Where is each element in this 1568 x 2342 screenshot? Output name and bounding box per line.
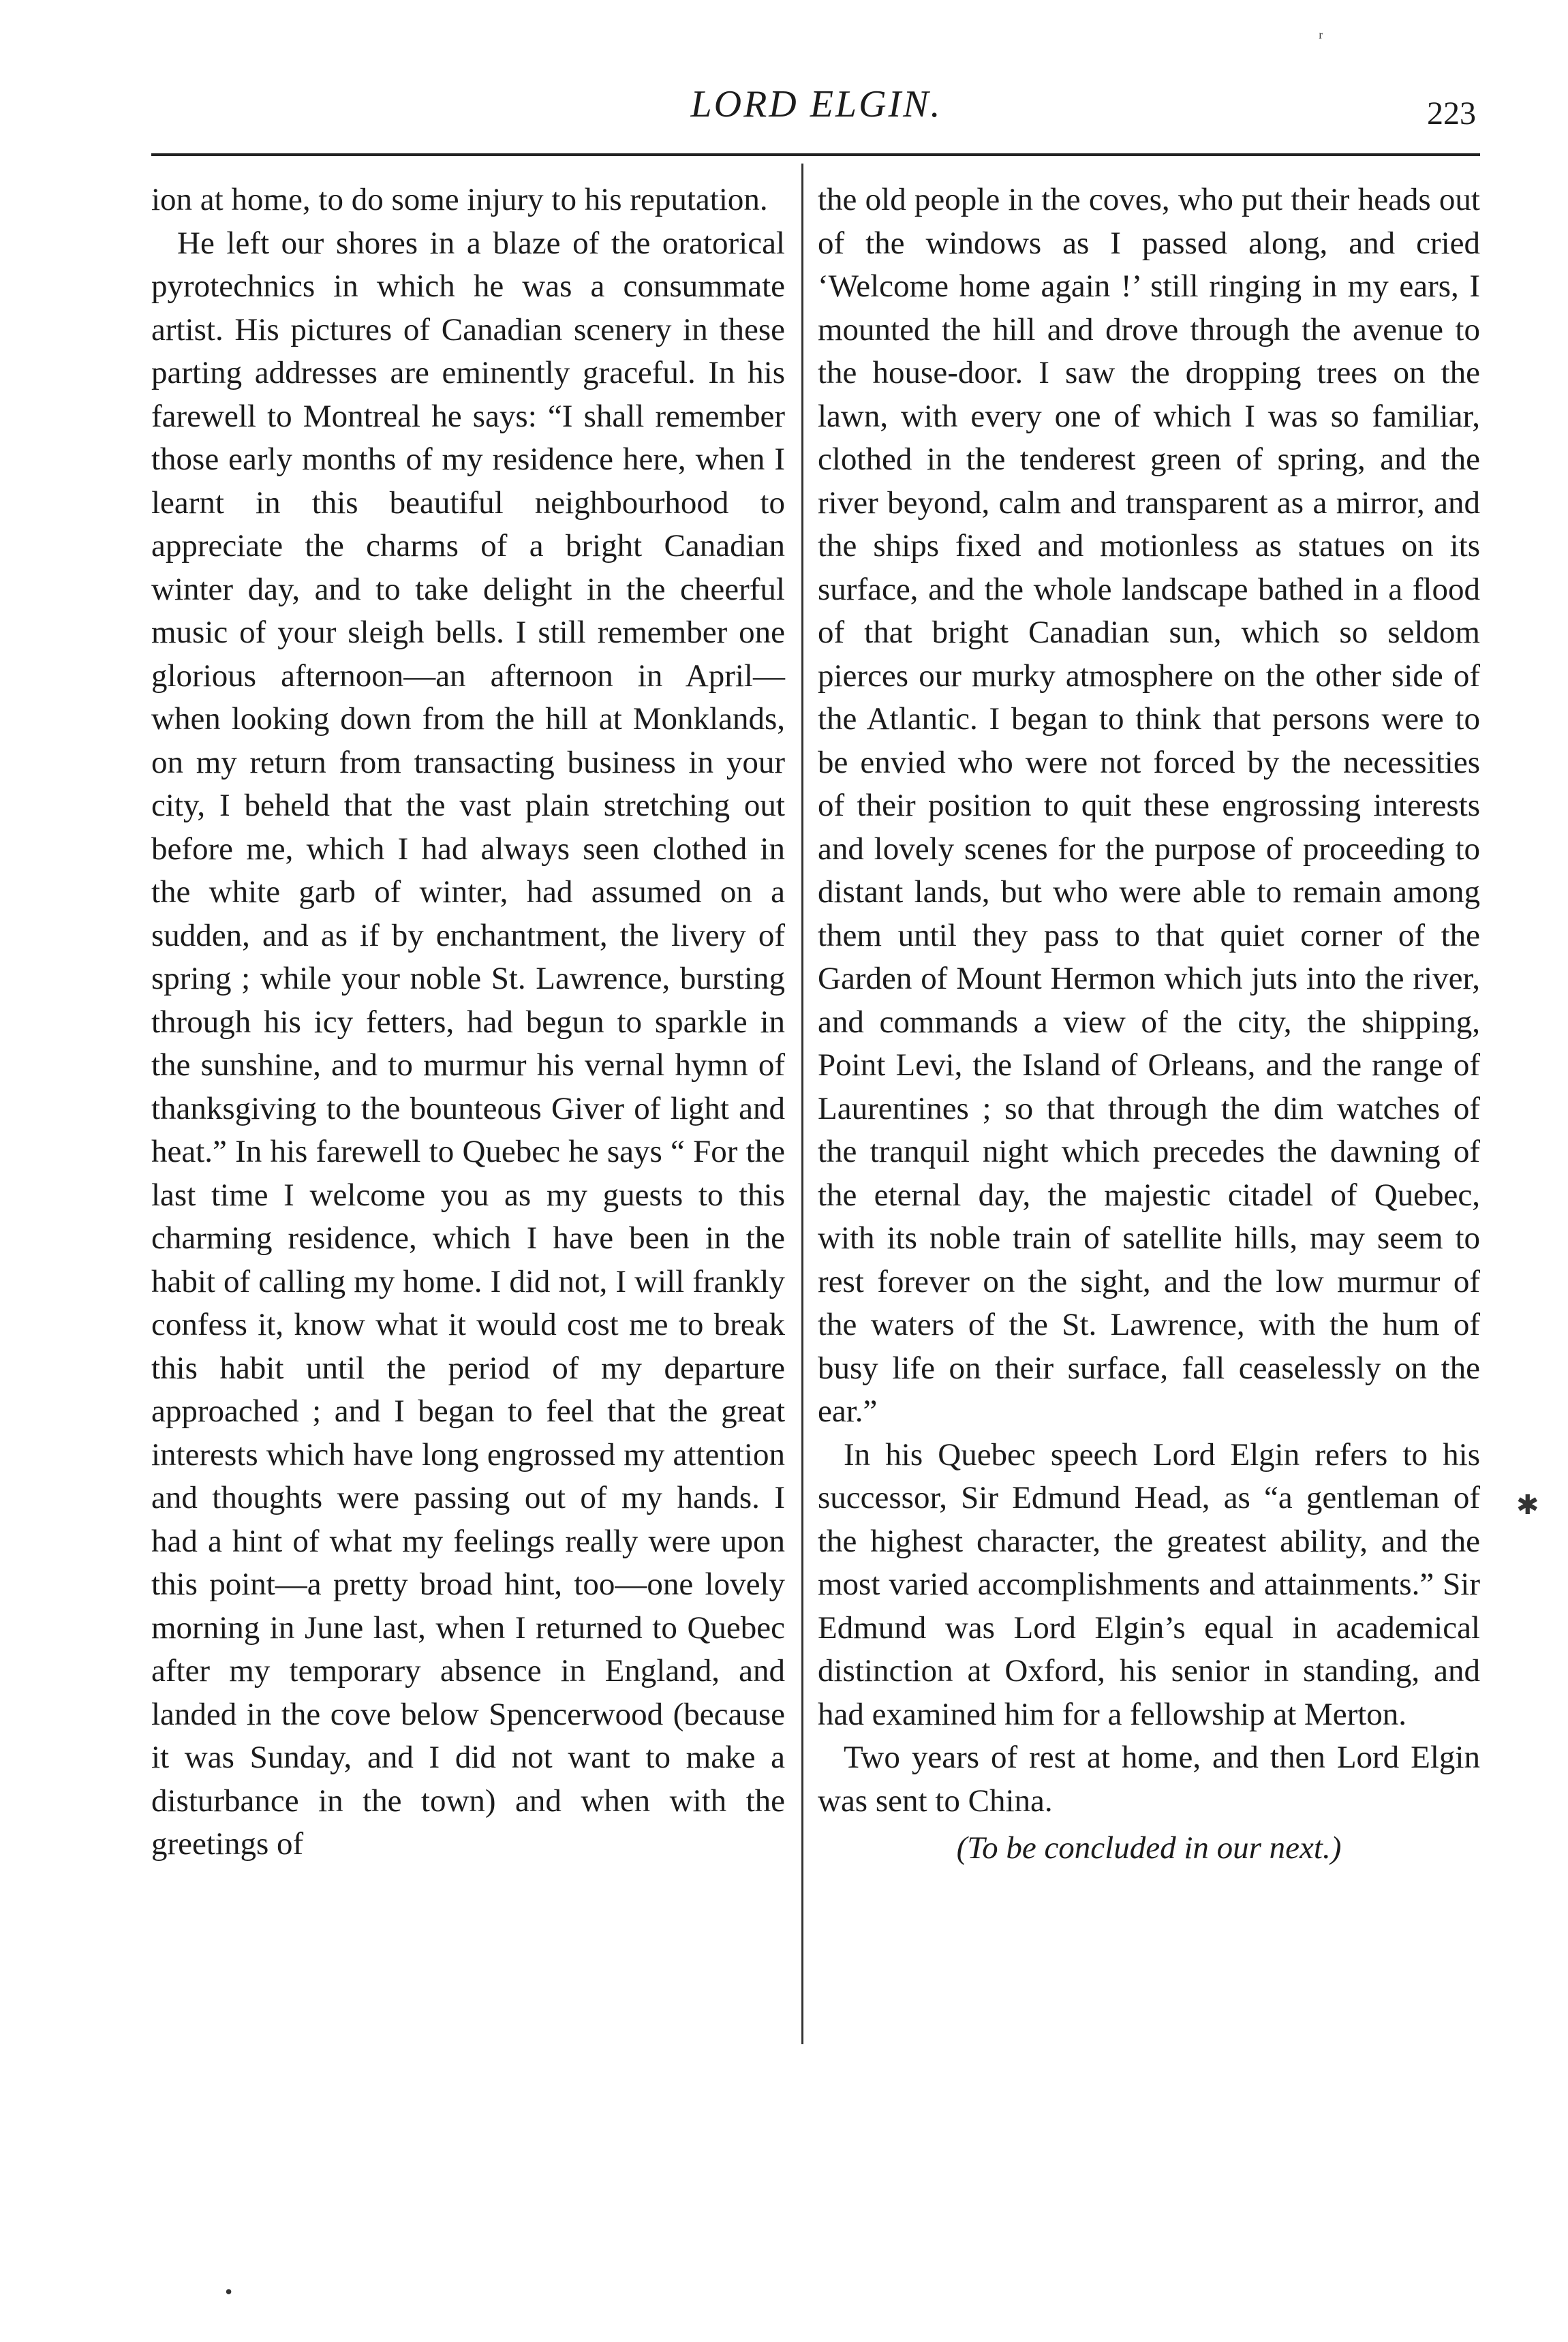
paragraph-quote-continued: the old people in the coves, who put their heads out of the windows as I passed along, and cried ‘Welcome home again !’ still ringing in my ears, I mounted the hill and drove through the avenue to the house-door. I saw the dropping trees on the lawn, with every one of which I was so familiar, clothed in the tenderest green of spring, and the river beyond, calm and transparent as a mirror, and the ships fixed and motionless as statues on its surface, and the whole landscape bathed in a flood of that bright Canadian sun, which so seldom pierces our murky atmosphere on the other side of the Atlantic. I began to think that persons were to be envied who were not forced by the necessities of their position to quit these engrossing interests and lovely scenes for the purpose of proceeding to distant lands, but who were able to remain among them until they pass to that quiet corner of the Garden of Mount Hermon which juts into the river, and commands a view of the city, the shipping, Point Levi, the Island of Orleans, and the range of Laurentines ; so that through the dim watches of the tranquil night which precedes the dawning of the eternal day, the majestic citadel of Quebec, with its noble train of satellite hills, may seem to rest forever on the sight, and the low murmur of the waters of the St. Lawrence, with the hum of busy life on their surface, fall ceaselessly on the ear.” — [818, 182, 1480, 1429]
page-header — [150, 80, 1483, 155]
left-column — [151, 179, 785, 1866]
page-number: 223 — [1427, 95, 1476, 132]
margin-dot-mark: • — [225, 2279, 233, 2304]
margin-ornament-mark: ✱ — [1516, 1490, 1539, 1520]
paragraph-successor: In his Quebec speech Lord Elgin refers to his successor, Sir Edmund Head, as “a gentleman of the highest character, the greatest ability, and the most varied accomplishments and attainments.” Sir Edmund was Lord Elgin’s equal in academical distinction at Oxford, his senior in standing, and had examined him for a fellowship at Merton. — [818, 1436, 1480, 1732]
margin-speck-mark: ʳ — [1319, 27, 1323, 48]
paragraph-continued: ion at home, to do some injury to his reputation. — [151, 182, 768, 217]
column-divider — [801, 164, 803, 2044]
running-title: LORD ELGIN. — [690, 83, 942, 125]
to-be-continued-note: (To be concluded in our next.) — [956, 1830, 1342, 1866]
right-column — [818, 179, 1480, 1870]
header-rule — [151, 153, 1480, 156]
paragraph-china: Two years of rest at home, and then Lord Elgin was sent to China. — [818, 1740, 1480, 1819]
paragraph-farewell-speeches: He left our shores in a blaze of the oratorical pyrotechnics in which he was a consummate artist. His pictures of Canadian scenery in these parting addresses are eminently graceful. In his farewell to Montreal he says: “I shall remember those early months of my residence here, when I learnt in this beautiful neighbourhood to appreciate the charms of a bright Canadian winter day, and to take delight in the cheerful music of your sleigh bells. I still remember one glorious afternoon—an afternoon in April—when looking down from the hill at Monklands, on my return from transacting business in your city, I beheld that the vast plain stretching out before me, which I had always seen clothed in the white garb of winter, had assumed on a sudden, and as if by enchantment, the livery of spring ; while your noble St. Lawrence, bursting through his icy fetters, had begun to sparkle in the sunshine, and to murmur his vernal hymn of thanksgiving to the bounteous Giver of light and heat.” In his farewell to Quebec he says “ For the last time I welcome you as my guests to this charming residence, which I have been in the habit of calling my home. I did not, I will frankly confess it, know what it would cost me to break this habit until the period of my departure approached ; and I began to feel that the great interests which have long engrossed my attention and thoughts were passing out of my hands. I had a hint of what my feelings really were upon this point—a pretty broad hint, too—one lovely morning in June last, when I returned to Quebec after my temporary absence in England, and landed in the cove below Spencerwood (because it was Sunday, and I did not want to make a disturbance in the town) and when with the greetings of — [151, 225, 785, 1862]
